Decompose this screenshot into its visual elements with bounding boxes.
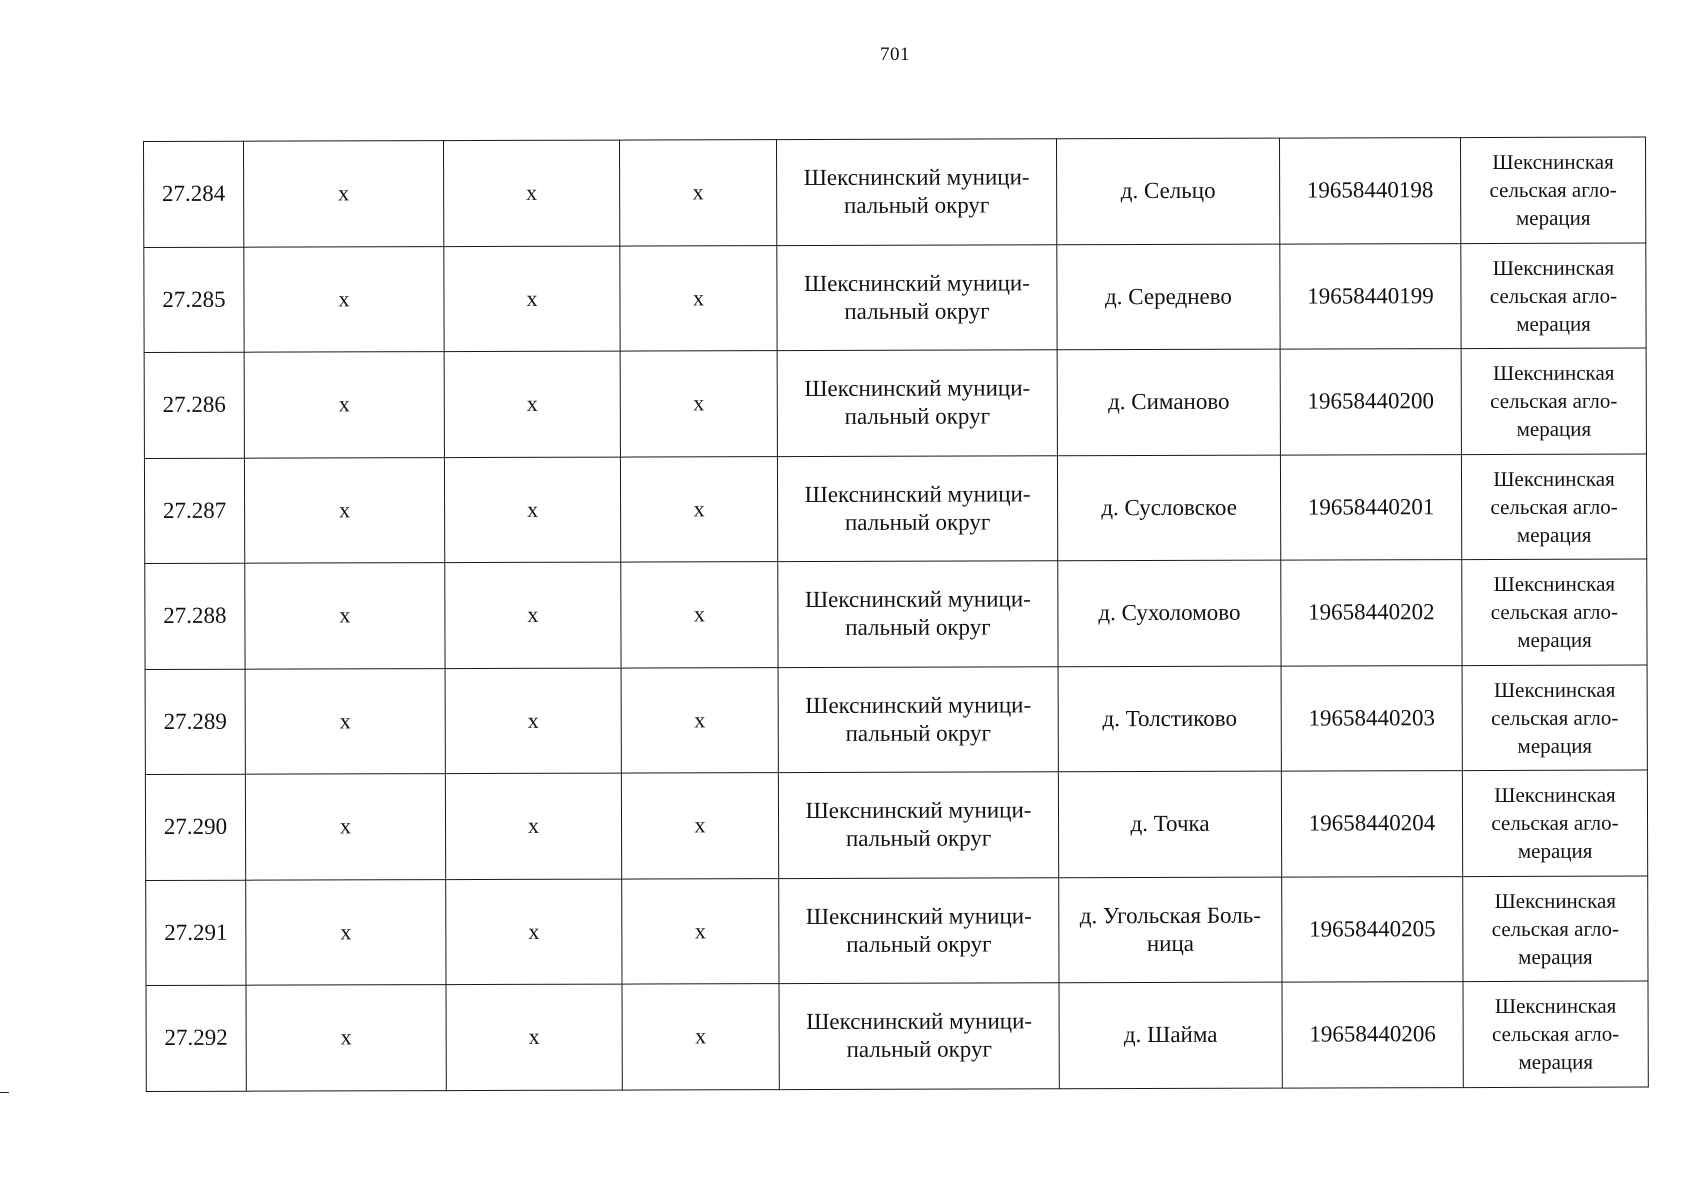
agglomeration-line: сельская агло- (1491, 810, 1619, 836)
district-cell (777, 244, 1057, 350)
settlement-line: д. Симаново (1108, 389, 1230, 415)
row-number-cell: 27.291 (146, 880, 246, 986)
agglomeration-line: Шекснинская (1493, 571, 1616, 597)
agglomeration-line: сельская агло- (1490, 494, 1618, 519)
column-3-cell: х (445, 668, 621, 774)
settlement-line: д. Сельцо (1120, 178, 1216, 204)
column-4-cell: х (620, 245, 777, 351)
oktmo-code-cell: 19658440206 (1282, 982, 1463, 1088)
agglomeration-line: мерация (1516, 311, 1591, 336)
column-3-cell: х (444, 246, 620, 352)
column-4-cell: х (621, 773, 778, 879)
district-line: пальный округ (845, 614, 991, 641)
column-3-cell: х (446, 879, 622, 985)
agglomeration-line: мерация (1517, 733, 1593, 758)
agglomeration-line: сельская агло- (1489, 283, 1618, 308)
district-cell (776, 139, 1056, 245)
settlement-cell (1058, 666, 1281, 772)
column-2-cell: х (244, 141, 444, 247)
oktmo-code-cell: 19658440202 (1281, 560, 1462, 666)
agglomeration-line: Шекснинская (1492, 149, 1614, 175)
table-row (146, 981, 1648, 1091)
agglomeration-line: Шекснинская (1493, 677, 1616, 702)
column-2-cell: х (245, 563, 445, 669)
oktmo-code-cell: 19658440198 (1279, 138, 1460, 244)
settlement-line: ница (1146, 930, 1194, 956)
district-cell (777, 455, 1057, 561)
agglomeration-cell (1462, 559, 1647, 665)
table-body (144, 137, 1649, 1091)
settlement-cell (1057, 349, 1280, 455)
table-row (144, 348, 1646, 458)
district-cell (778, 666, 1058, 772)
row-number-cell: 27.289 (145, 669, 245, 775)
district-line: Шекснинский муници- (805, 797, 1032, 824)
settlement-cell (1057, 455, 1280, 561)
table-row (145, 665, 1647, 775)
district-cell (778, 561, 1058, 667)
district-line: Шекснинский муници- (805, 903, 1032, 929)
column-3-cell: х (444, 140, 620, 246)
table-row (144, 243, 1646, 353)
agglomeration-cell (1461, 243, 1646, 349)
column-3-cell: х (445, 562, 621, 668)
district-cell (778, 772, 1058, 878)
agglomeration-line: Шекснинская (1493, 466, 1615, 491)
agglomeration-line: сельская агло- (1490, 388, 1618, 414)
column-4-cell: х (621, 562, 778, 668)
column-4-cell: х (622, 878, 779, 984)
oktmo-code-cell: 19658440199 (1280, 243, 1461, 349)
row-number-cell: 27.284 (144, 141, 244, 247)
table-row (146, 876, 1648, 986)
column-2-cell: х (244, 457, 444, 563)
column-2-cell: х (244, 246, 444, 352)
oktmo-code-cell: 19658440204 (1281, 771, 1462, 877)
agglomeration-line: мерация (1517, 627, 1592, 653)
column-2-cell: х (245, 668, 445, 774)
agglomeration-cell (1461, 454, 1646, 560)
agglomeration-line: Шекснинская (1492, 360, 1615, 386)
agglomeration-cell (1460, 137, 1645, 243)
agglomeration-cell (1463, 981, 1648, 1087)
district-line: пальный округ (844, 192, 990, 219)
oktmo-code-cell: 19658440200 (1280, 349, 1461, 455)
agglomeration-line: Шекснинская (1494, 888, 1616, 913)
row-number-cell: 27.287 (144, 458, 244, 564)
agglomeration-cell (1462, 665, 1647, 771)
district-line: Шекснинский муници- (805, 692, 1032, 718)
agglomeration-line: сельская агло- (1491, 1021, 1620, 1047)
district-line: Шекснинский муници- (804, 375, 1031, 402)
column-3-cell: х (444, 457, 620, 563)
oktmo-code-cell: 19658440205 (1282, 876, 1463, 982)
district-line: пальный округ (845, 825, 992, 852)
column-3-cell: х (444, 351, 620, 457)
column-2-cell: х (244, 352, 444, 458)
column-4-cell: х (619, 140, 776, 246)
agglomeration-line: мерация (1518, 1049, 1594, 1075)
agglomeration-line: мерация (1518, 944, 1593, 969)
agglomeration-line: мерация (1516, 522, 1592, 547)
agglomeration-line: Шекснинская (1492, 255, 1615, 280)
district-cell (779, 877, 1059, 983)
agglomeration-line: мерация (1516, 416, 1592, 442)
agglomeration-line: сельская агло- (1489, 177, 1617, 203)
settlement-line: д. Точка (1130, 811, 1210, 837)
agglomeration-line: сельская агло- (1491, 705, 1619, 730)
settlement-cell (1059, 877, 1282, 983)
column-4-cell: х (620, 456, 777, 562)
settlements-table (143, 137, 1649, 1092)
agglomeration-line: Шекснинская (1494, 993, 1617, 1019)
district-line: пальный округ (846, 931, 992, 957)
district-cell (779, 983, 1059, 1089)
column-2-cell: х (245, 774, 445, 880)
district-line: пальный округ (844, 403, 991, 430)
table-row (145, 559, 1647, 669)
column-2-cell: х (246, 985, 446, 1091)
margin-tick-mark (0, 1092, 9, 1093)
agglomeration-line: Шекснинская (1494, 782, 1616, 808)
column-2-cell: х (246, 879, 446, 985)
column-4-cell: х (622, 984, 779, 1090)
district-line: Шекснинский муници- (804, 481, 1031, 507)
settlement-line: д. Угольская Боль- (1079, 902, 1261, 928)
row-number-cell: 27.288 (145, 563, 245, 669)
settlement-line: д. Толстиково (1102, 705, 1237, 731)
settlement-line: д. Сусловское (1101, 494, 1237, 520)
district-line: пальный округ (846, 1036, 992, 1063)
district-line: пальный округ (844, 298, 990, 324)
district-cell (777, 350, 1057, 456)
settlement-cell (1058, 560, 1281, 666)
column-3-cell: х (445, 773, 621, 879)
settlement-line: д. Сухоломово (1098, 599, 1241, 626)
district-line: Шекснинский муници- (803, 270, 1030, 296)
table-row (144, 454, 1646, 564)
row-number-cell: 27.285 (144, 247, 244, 353)
district-line: пальный округ (845, 720, 991, 746)
column-4-cell: х (621, 667, 778, 773)
settlement-cell (1058, 771, 1281, 877)
agglomeration-line: сельская агло- (1491, 916, 1619, 941)
agglomeration-line: мерация (1517, 838, 1593, 864)
column-3-cell: х (446, 984, 622, 1090)
oktmo-code-cell: 19658440201 (1280, 454, 1461, 560)
agglomeration-line: мерация (1515, 205, 1591, 231)
settlement-cell (1059, 982, 1282, 1088)
settlement-cell (1057, 244, 1280, 350)
page-number: 701 (880, 44, 910, 65)
settlement-line: д. Середнево (1104, 283, 1232, 309)
settlement-line: д. Шайма (1123, 1022, 1218, 1048)
row-number-cell: 27.292 (146, 985, 246, 1091)
column-4-cell: х (620, 351, 777, 457)
district-line: Шекснинский муници- (806, 1008, 1033, 1035)
row-number-cell: 27.286 (144, 352, 244, 458)
agglomeration-cell (1463, 876, 1648, 982)
district-line: Шекснинский муници- (803, 164, 1030, 191)
district-line: Шекснинский муници- (804, 586, 1031, 613)
table-row (144, 137, 1646, 247)
oktmo-code-cell: 19658440203 (1281, 665, 1462, 771)
table-row (145, 770, 1647, 880)
agglomeration-line: сельская агло- (1490, 599, 1619, 625)
agglomeration-cell (1461, 348, 1646, 454)
district-line: пальный округ (844, 509, 991, 535)
row-number-cell: 27.290 (145, 774, 245, 880)
settlement-cell (1056, 138, 1279, 244)
agglomeration-cell (1462, 770, 1647, 876)
